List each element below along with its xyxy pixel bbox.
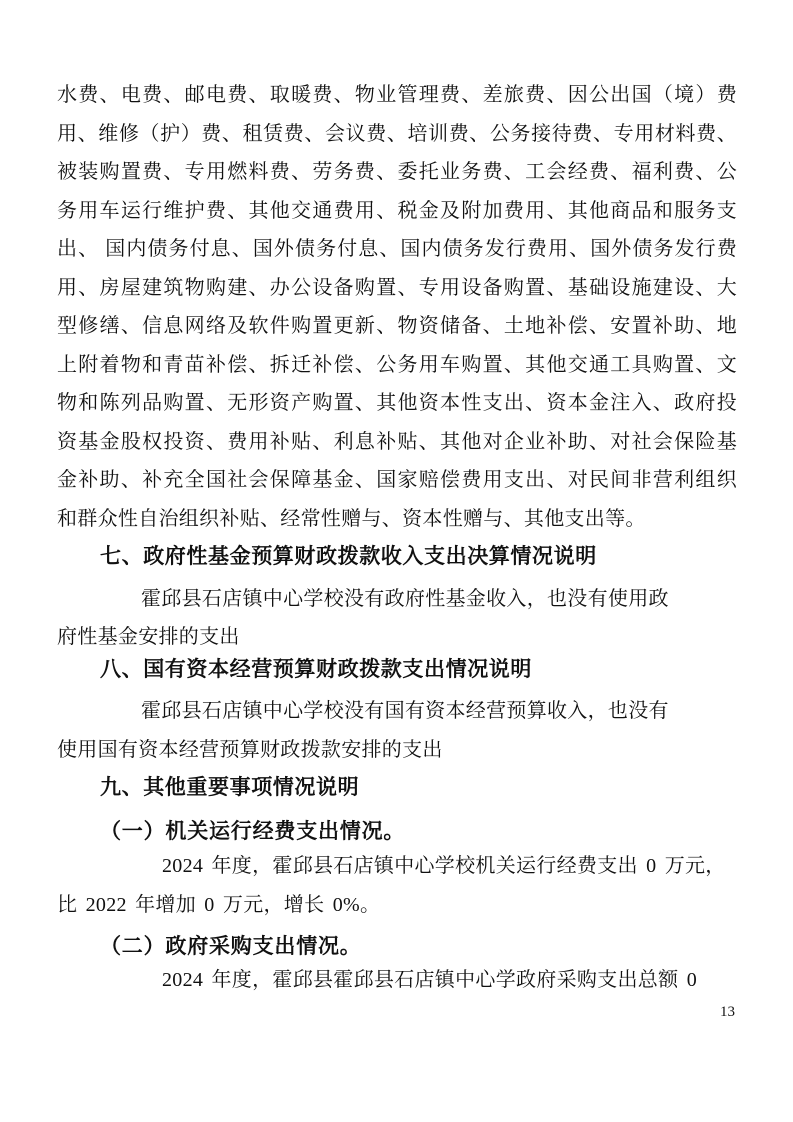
body-text-line: 2024 年度，霍邱县石店镇中心学校机关运行经费支出 0 万元， [162,855,726,877]
body-text-line: 型修缮、信息网络及软件购置更新、物资储备、土地补偿、安置补助、地 [57,315,737,337]
body-text-line: 用、维修（护）费、租赁费、会议费、培训费、公务接待费、专用材料费、 [57,122,737,145]
section-9-sub-2-paragraph [57,961,737,1000]
body-text-line: 务用车运行维护费、其他交通费用、税金及附加费用、其他商品和服务支 [57,199,737,222]
body-text-line: 用、房屋建筑物购建、办公设备购置、专用设备购置、基础设施建设、大 [57,276,737,299]
body-text-line: 和群众性自治组织补贴、经常性赠与、资本性赠与、其他支出等。 [57,507,646,530]
body-text-line: 出、 国内债务付息、国外债务付息、国内债务发行费用、国外债务发行费 [57,238,737,260]
body-text-line: 物和陈列品购置、无形资产购置、其他资本性支出、资本金注入、政府投 [57,392,737,414]
body-text-line: 上附着物和青苗补偿、拆迁补偿、公务用车购置、其他交通工具购置、文 [57,353,737,376]
section-9-sub-1-paragraph [57,847,737,924]
body-text-line: 比 2022 年增加 0 万元，增长 0%。 [57,893,381,916]
body-text-line: 府性基金安排的支出 [57,626,240,648]
section-9-heading: 九、其他重要事项情况说明 [100,776,360,799]
section-7-paragraph [57,580,737,657]
page-number: 13 [720,1004,735,1020]
section-7-heading: 七、政府性基金预算财政拨款收入支出决算情况说明 [100,545,597,568]
expense-items-paragraph [57,76,737,538]
section-8-paragraph [57,692,737,769]
body-text-line: 霍邱县石店镇中心学校没有政府性基金收入，也没有使用政 [141,587,669,610]
body-text-line: 使用国有资本经营预算财政拨款安排的支出 [57,738,443,761]
body-text-line: 金补助、补充全国社会保障基金、国家赔偿费用支出、对民间非营利组织 [57,469,737,491]
body-text-line: 2024 年度，霍邱县霍邱县石店镇中心学政府采购支出总额 0 [162,968,697,991]
body-text-line: 霍邱县石店镇中心学校没有国有资本经营预算收入，也没有 [141,700,669,722]
body-text-line: 资基金股权投资、费用补贴、利息补贴、其他对企业补助、对社会保险基 [57,430,737,453]
body-text-line: 水费、电费、邮电费、取暖费、物业管理费、差旅费、因公出国（境）费 [57,84,737,106]
section-9-sub-2-heading: （二）政府采购支出情况。 [100,934,362,958]
section-8-heading: 八、国有资本经营预算财政拨款支出情况说明 [100,657,532,681]
body-text-line: 被装购置费、专用燃料费、劳务费、委托业务费、工会经费、福利费、公 [57,161,737,183]
section-9-sub-1-heading: （一）机关运行经费支出情况。 [100,818,406,843]
